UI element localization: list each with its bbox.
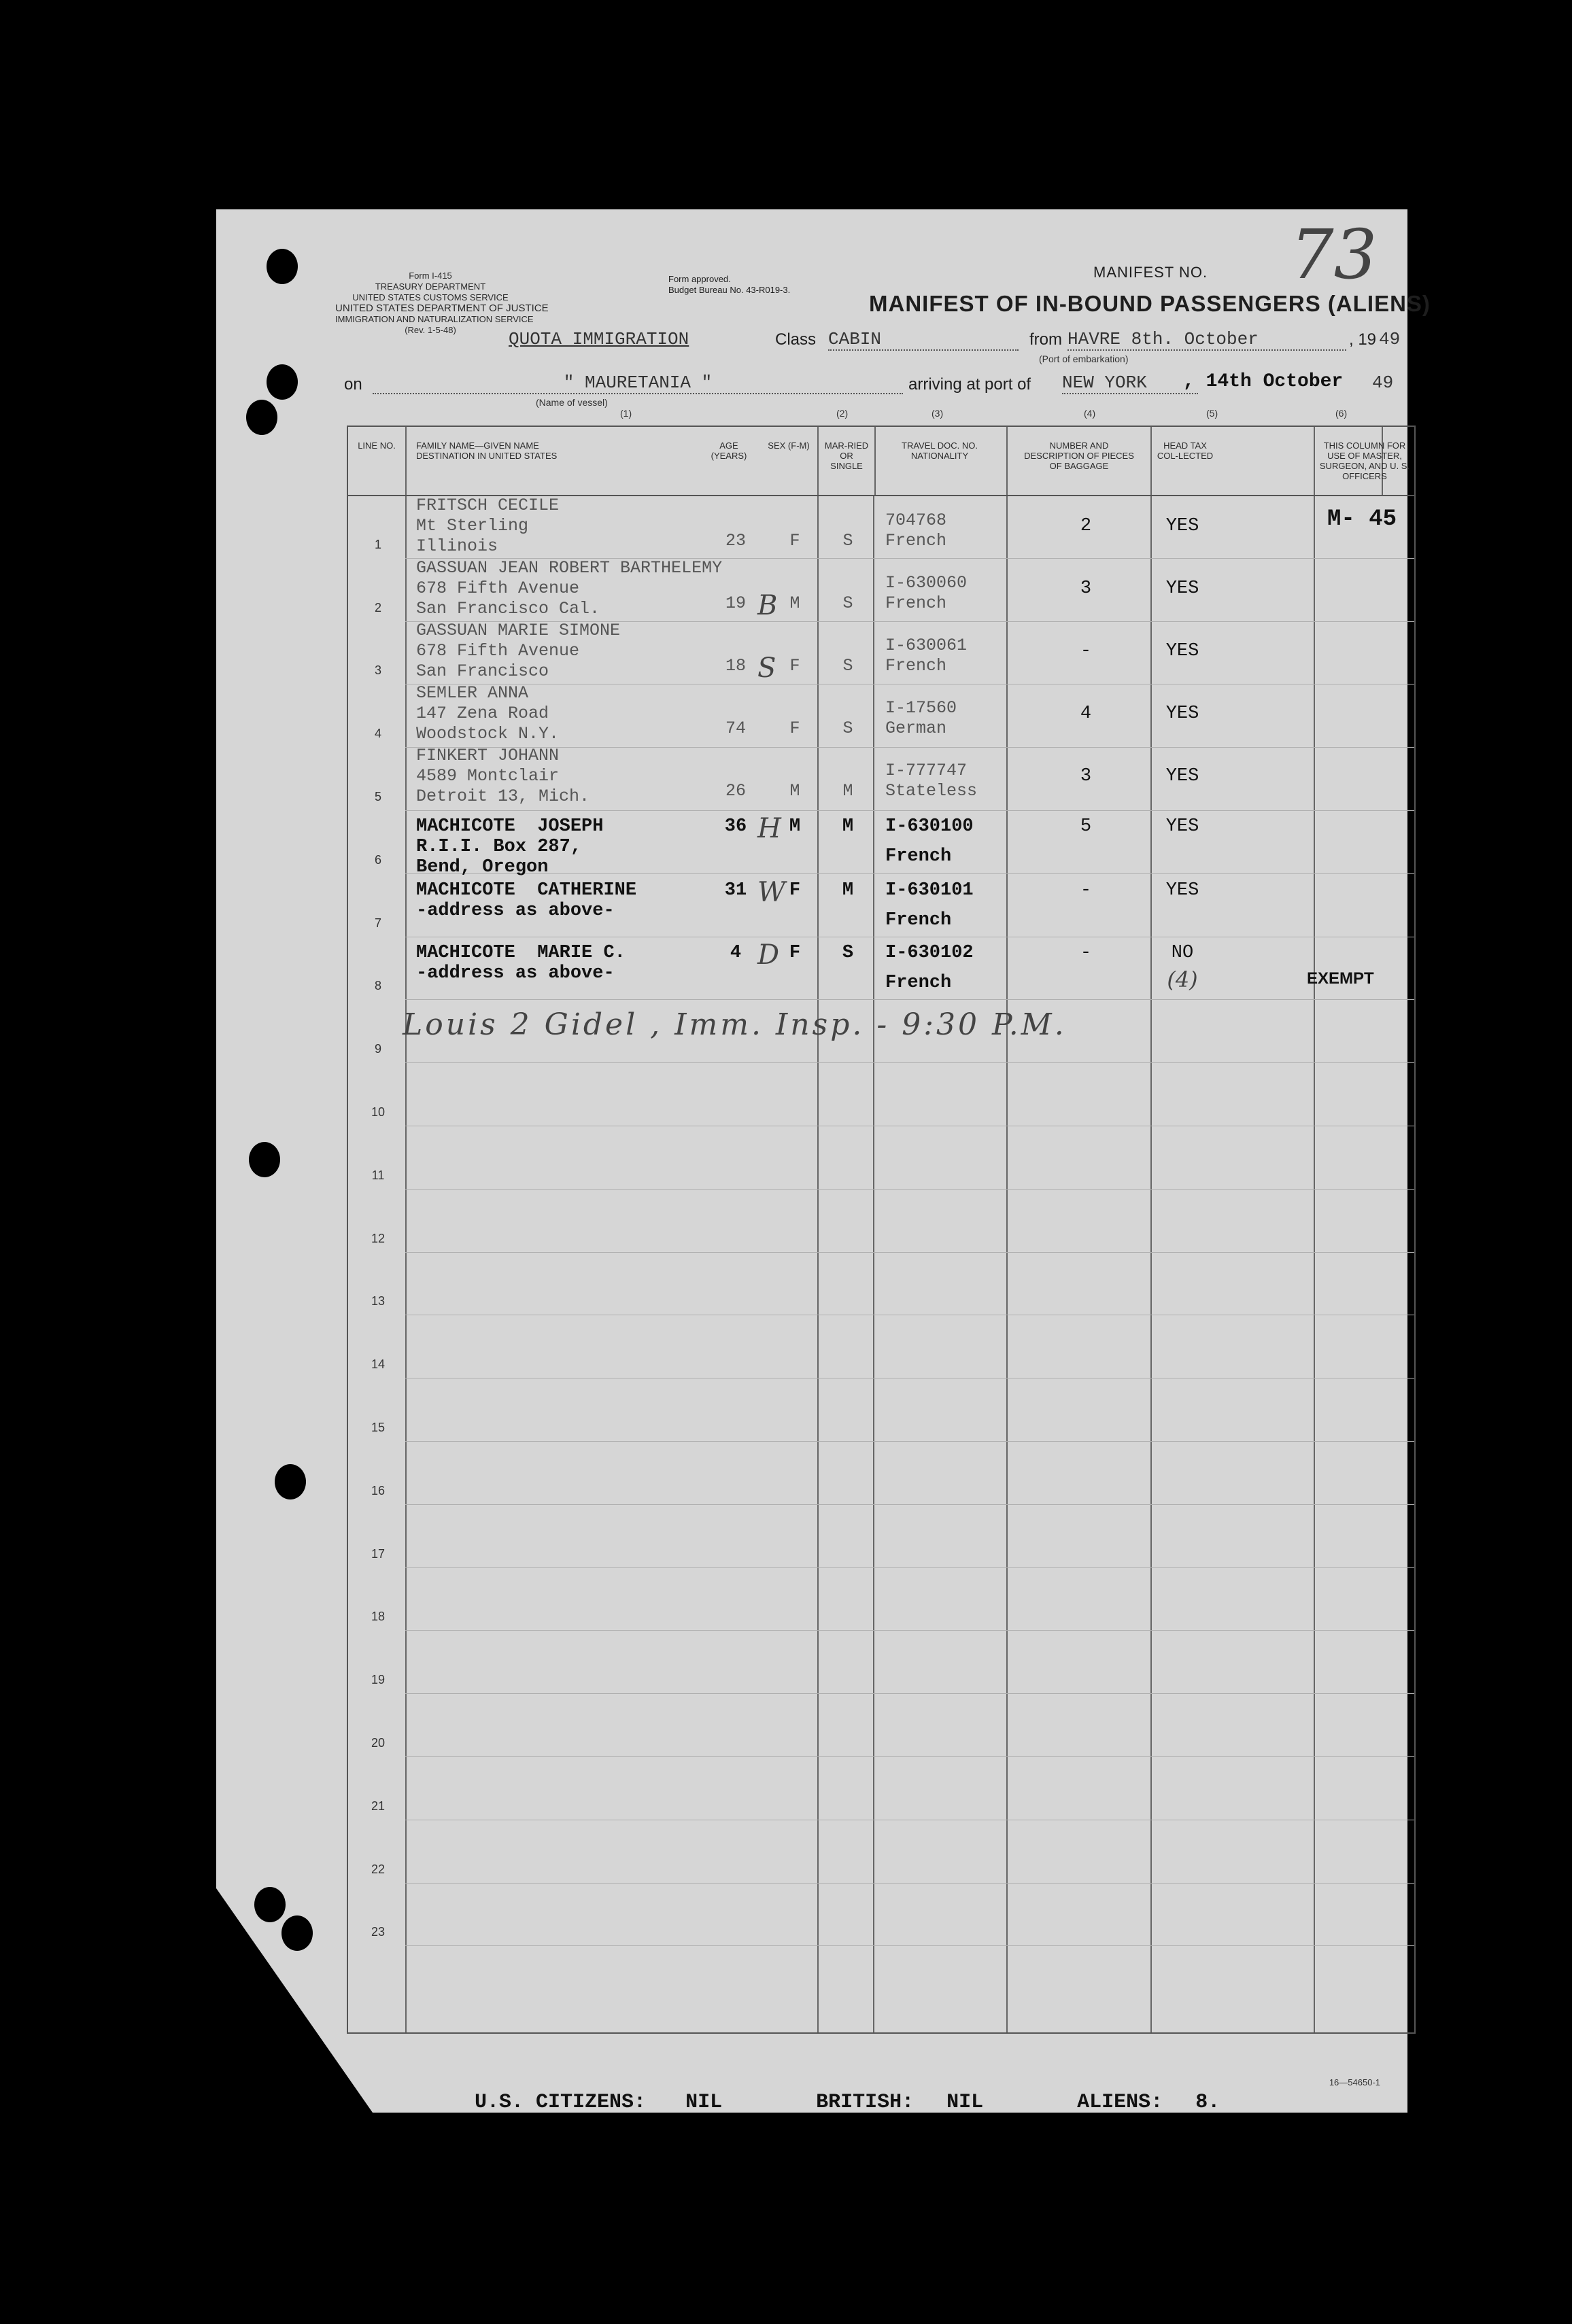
col-header-officers: THIS COLUMN FOR USE OF MASTER, SURGEON, AND U. S. OFFICERS: [1319, 440, 1410, 481]
justice-dept: UNITED STATES DEPARTMENT OF JUSTICE: [335, 302, 549, 314]
line-number: 23: [371, 1925, 386, 1939]
line-number: 10: [371, 1105, 386, 1119]
col-header-headtax: HEAD TAX COL-LECTED: [1157, 440, 1214, 461]
on-label: on: [344, 375, 362, 394]
col-divider: [405, 427, 407, 2032]
baggage-count: -: [1080, 880, 1092, 901]
travel-doc-no: I-630102: [885, 943, 974, 963]
aliens-label: ALIENS:: [1077, 2091, 1163, 2114]
col-num: (5): [1206, 408, 1218, 419]
passenger-name-line: MACHICOTE JOSEPH: [416, 816, 604, 837]
age-mark: D: [757, 939, 780, 971]
passenger-name-line: Bend, Oregon: [416, 857, 549, 878]
approval-line: Form approved.: [668, 274, 731, 284]
binder-hole: [249, 1142, 280, 1177]
binder-hole: [275, 1464, 306, 1499]
year-prefix: , 19: [1349, 330, 1377, 349]
row-rule: [405, 1567, 1414, 1568]
aliens-value: 8.: [1195, 2091, 1220, 2114]
age-value: 74: [725, 718, 746, 738]
line-number: 8: [374, 979, 381, 993]
year-value: 49: [1379, 329, 1401, 349]
nationality: French: [885, 531, 947, 551]
sex-value: F: [789, 880, 801, 901]
col-divider: [874, 427, 876, 495]
baggage-count: 2: [1080, 516, 1092, 536]
class-prefix: QUOTA IMMIGRATION: [509, 329, 689, 349]
nationality: German: [885, 718, 947, 738]
age-value: 31: [724, 880, 747, 901]
col-divider: [873, 495, 874, 2032]
travel-doc-no: I-630100: [885, 816, 974, 837]
nationality: French: [885, 656, 947, 676]
line-number: 22: [371, 1862, 386, 1876]
col-divider: [1006, 427, 1008, 2032]
head-tax-value: YES: [1165, 766, 1199, 786]
officer-note: EXEMPT: [1307, 969, 1374, 988]
treasury-dept: TREASURY DEPARTMENT: [375, 281, 486, 292]
manifest-no-value: 73: [1291, 215, 1378, 294]
sex-value: F: [789, 656, 800, 676]
marital-value: S: [842, 718, 853, 738]
line-number: 2: [374, 600, 381, 614]
nationality: French: [885, 910, 952, 931]
passenger-name-line: MACHICOTE MARIE C.: [416, 943, 626, 963]
head-tax-value: YES: [1165, 641, 1199, 661]
col-header-married: MAR-RIED OR SINGLE: [824, 440, 869, 471]
col-num: (4): [1084, 408, 1096, 419]
col-divider: [817, 427, 819, 2032]
head-tax-value: YES: [1165, 578, 1199, 599]
row-rule: [405, 1883, 1414, 1884]
row-rule: [405, 1062, 1414, 1063]
passenger-table: [347, 408, 1416, 2034]
marital-value: S: [842, 531, 853, 551]
line-number: 12: [371, 1231, 386, 1245]
row-rule: [405, 1756, 1414, 1757]
passenger-name-line: 147 Zena Road: [416, 704, 549, 723]
nationality: Stateless: [885, 781, 978, 801]
line-number: 14: [371, 1357, 386, 1372]
travel-doc-no: I-777747: [885, 761, 968, 780]
line-number: 20: [371, 1736, 386, 1750]
row-rule: [405, 1630, 1414, 1631]
line-number: 19: [371, 1673, 386, 1687]
passenger-name-line: Detroit 13, Mich.: [416, 786, 590, 806]
from-value: HAVRE 8th. October: [1067, 329, 1346, 351]
passenger-name-line: -address as above-: [416, 901, 615, 921]
marital-value: S: [842, 593, 853, 613]
baggage-count: -: [1080, 943, 1092, 963]
ins-service: IMMIGRATION AND NATURALIZATION SERVICE: [335, 314, 534, 324]
travel-doc-no: I-630060: [885, 573, 968, 593]
baggage-count: 4: [1080, 704, 1092, 724]
revision-date: (Rev. 1-5-48): [405, 325, 456, 335]
sex-value: F: [789, 943, 801, 963]
marital-value: M: [842, 816, 854, 837]
travel-doc-no: 704768: [885, 510, 947, 530]
age-mark: H: [757, 813, 781, 844]
port-caption: (Port of embarkation): [1039, 353, 1129, 364]
line-number: 15: [371, 1421, 386, 1434]
col-num: (2): [836, 408, 849, 419]
passenger-name-line: FRITSCH CECILE: [416, 496, 560, 515]
line-number: 16: [371, 1483, 386, 1497]
binder-hole: [267, 249, 298, 284]
row-rule: [405, 873, 1414, 874]
binder-hole: [246, 400, 277, 435]
col-header-line: LINE NO.: [358, 440, 396, 451]
travel-doc-no: I-630061: [885, 636, 968, 655]
arriving-label: arriving at port of: [908, 375, 1031, 394]
travel-doc-no: I-17560: [885, 698, 957, 718]
passenger-name-line: MACHICOTE CATHERINE: [416, 880, 637, 901]
age-mark: W: [757, 877, 786, 908]
passenger-name-line: -address as above-: [416, 963, 615, 984]
passenger-name-line: 678 Fifth Avenue: [416, 578, 580, 598]
binder-hole: [281, 1915, 313, 1951]
passenger-name-line: FINKERT JOHANN: [416, 746, 560, 765]
passenger-name-line: GASSUAN JEAN ROBERT BARTHELEMY: [416, 558, 723, 578]
passenger-name-line: Woodstock N.Y.: [416, 724, 560, 744]
line-number: 5: [374, 790, 381, 803]
col-header-age: AGE (YEARS): [711, 440, 747, 461]
line-number: 17: [371, 1546, 386, 1561]
baggage-count: 3: [1080, 578, 1092, 599]
arrival-year: 49: [1372, 372, 1394, 393]
age-value: 18: [725, 656, 746, 676]
row-rule: [405, 1945, 1414, 1946]
binder-hole: [254, 1887, 286, 1922]
col-header-travel: TRAVEL DOC. NO. NATIONALITY: [902, 440, 978, 461]
manifest-no-label: MANIFEST NO.: [1093, 264, 1208, 281]
row-rule: [405, 810, 1414, 811]
age-mark: S: [757, 653, 776, 684]
age-value: 19: [725, 593, 746, 613]
row-rule: [405, 1441, 1414, 1442]
us-citizens-value: NIL: [685, 2091, 723, 2114]
passenger-name-line: SEMLER ANNA: [416, 683, 529, 703]
age-value: 36: [724, 816, 747, 837]
marital-value: M: [842, 781, 853, 801]
marital-value: S: [842, 656, 853, 676]
line-number: 3: [374, 663, 381, 678]
head-tax-mark: (4): [1167, 967, 1198, 992]
sex-value: M: [789, 781, 800, 801]
sex-value: M: [789, 816, 801, 837]
line-number: 21: [371, 1799, 386, 1813]
officer-note: M- 45: [1327, 506, 1397, 532]
head-tax-value: YES: [1165, 880, 1199, 901]
line-number: 7: [374, 916, 381, 930]
form-print-number: 16—54650-1: [1329, 2077, 1380, 2087]
line-number: 6: [374, 852, 381, 867]
nationality: French: [885, 846, 952, 867]
baggage-count: 5: [1080, 816, 1092, 837]
vessel-name: " MAURETANIA ": [373, 372, 903, 394]
passenger-name-line: GASSUAN MARIE SIMONE: [416, 621, 621, 640]
line-number: 13: [371, 1294, 386, 1308]
row-rule: [405, 1252, 1414, 1253]
nationality: French: [885, 973, 952, 993]
head-tax-value: YES: [1165, 704, 1199, 724]
age-value: 23: [725, 531, 746, 551]
passenger-name-line: 678 Fifth Avenue: [416, 641, 580, 661]
sex-value: M: [789, 593, 800, 613]
nationality: French: [885, 593, 947, 613]
passenger-name-line: Mt Sterling: [416, 516, 529, 536]
baggage-count: -: [1080, 641, 1092, 661]
class-label: Class: [775, 330, 817, 349]
head-tax-value: YES: [1165, 516, 1199, 536]
col-header-name: FAMILY NAME—GIVEN NAME DESTINATION IN UNITED STATES: [416, 440, 558, 461]
from-label: from: [1029, 330, 1062, 349]
age-mark: B: [757, 590, 778, 621]
line-number: 11: [371, 1168, 385, 1182]
british-value: NIL: [946, 2091, 984, 2114]
age-value: 4: [730, 943, 742, 963]
class-value: CABIN: [828, 329, 1019, 351]
vessel-caption: (Name of vessel): [536, 397, 608, 408]
binder-hole: [267, 364, 298, 400]
travel-doc-no: I-630101: [885, 880, 974, 901]
arrival-port: NEW YORK: [1062, 372, 1198, 394]
col-divider: [1150, 427, 1152, 2032]
line-number: 4: [374, 727, 381, 741]
head-tax-value: NO: [1171, 943, 1194, 963]
passenger-name-line: San Francisco Cal.: [416, 599, 600, 619]
sex-value: F: [789, 531, 800, 551]
col-num: (1): [620, 408, 632, 419]
row-rule: [405, 1693, 1414, 1694]
page-title: MANIFEST OF IN-BOUND PASSENGERS (ALIENS): [869, 291, 1431, 316]
arrival-date: , 14th October: [1183, 371, 1344, 392]
marital-value: M: [842, 880, 854, 901]
sex-value: F: [789, 718, 800, 738]
col-header-sex: SEX (F-M): [768, 440, 810, 451]
manifest-page: [216, 209, 1431, 2114]
head-tax-value: YES: [1165, 816, 1199, 837]
row-rule: [405, 999, 1414, 1000]
line-number: 18: [371, 1610, 386, 1624]
age-value: 26: [725, 781, 746, 801]
row-rule: [405, 1189, 1414, 1190]
col-header-baggage: NUMBER AND DESCRIPTION OF PIECES OF BAGGAGE: [1024, 440, 1134, 471]
passenger-name-line: Illinois: [416, 536, 498, 556]
marital-value: S: [842, 943, 854, 963]
line-number: 1: [374, 537, 381, 551]
passenger-name-line: R.I.I. Box 287,: [416, 837, 582, 857]
approval-block: [668, 274, 790, 296]
line-number: 9: [374, 1042, 381, 1056]
col-divider: [1314, 427, 1315, 2032]
bureau-line: Budget Bureau No. 43-R019-3.: [668, 285, 791, 295]
footer-summary: [475, 2091, 1220, 2114]
form-number: Form I-415: [409, 271, 452, 281]
customs-service: UNITED STATES CUSTOMS SERVICE: [352, 292, 509, 302]
passenger-name-line: San Francisco: [416, 661, 549, 681]
form-id-block: [335, 271, 549, 336]
inspector-signature: Louis 2 Gidel , Imm. Insp. - 9:30 P.M.: [403, 1007, 1067, 1042]
col-num: (3): [932, 408, 944, 419]
british-label: BRITISH:: [816, 2091, 915, 2114]
baggage-count: 3: [1080, 766, 1092, 786]
col-num: (6): [1335, 408, 1348, 419]
us-citizens-label: U.S. CITIZENS:: [475, 2091, 647, 2114]
row-rule: [405, 1504, 1414, 1505]
passenger-name-line: 4589 Montclair: [416, 766, 560, 786]
